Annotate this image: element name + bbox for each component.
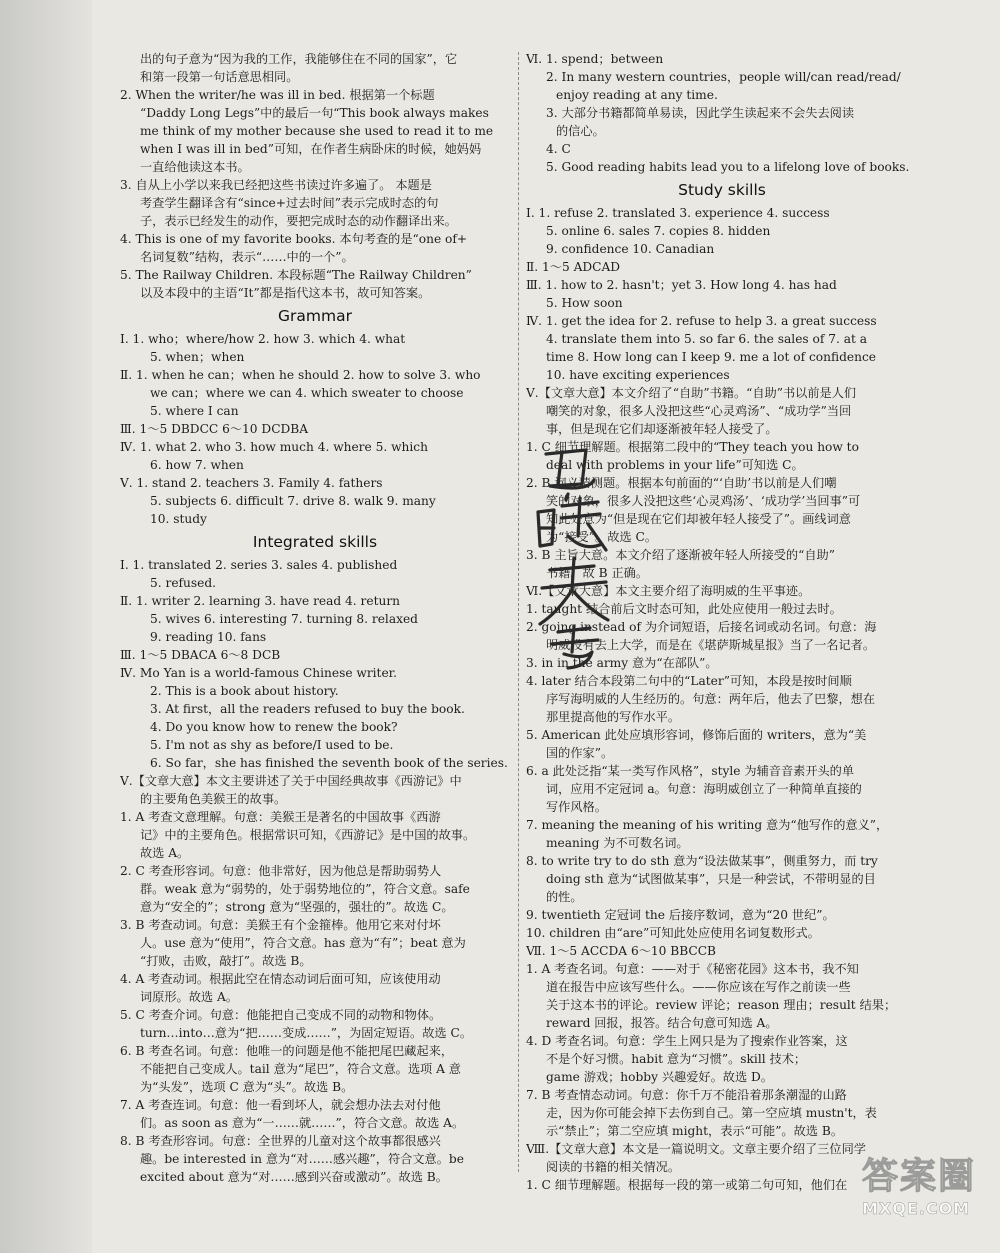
answer-line: 为“头发”，选项 C 意为“头”。故选 B。 xyxy=(140,1080,354,1094)
answer-line: 9. confidence 10. Canadian xyxy=(546,242,715,256)
answer-line: 一直给他读这本书。 xyxy=(140,160,250,174)
watermark-logo-text: 答案圈 xyxy=(862,1156,977,1197)
answer-line: 5. How soon xyxy=(546,296,623,310)
answer-line: 5. Good reading habits lead you to a lifelong love of books. xyxy=(546,160,910,174)
answer-line: 7. meaning the meaning of his writing 意为“他写作的意义”， xyxy=(526,818,889,832)
answer-line: Ⅱ. 1～5 ADCAD xyxy=(526,260,621,274)
answer-line: 不能把自己变成人。tail 意为“尾巴”，符合文意。选项 A 意 xyxy=(140,1062,461,1076)
answer-line: Ⅲ. 1～5 DBDCC 6～10 DCDBA xyxy=(120,422,309,436)
answer-line: 3. in in the army 意为“在部队”。 xyxy=(526,656,718,670)
answer-line: 的主要角色美猴王的故事。 xyxy=(140,792,287,806)
answer-line: 1. A 考查文意理解。句意：美猴王是著名的中国故事《西游 xyxy=(120,810,441,824)
answer-line: 5. American 此处应填形容词，修饰后面的 writers，意为“美 xyxy=(526,728,867,742)
answer-line: 5. refused. xyxy=(150,576,217,590)
answer-line: 1. A 考查名词。句意：——对于《秘密花园》这本书，我不知 xyxy=(526,962,859,976)
answer-line: Ⅲ. 1～5 DBACA 6～8 DCB xyxy=(120,648,281,662)
answer-line: 明威没有去上大学，而是在《堪萨斯城星报》当了一名记者。 xyxy=(546,638,876,652)
answer-line: 笑的对象，很多人没把这些‘心灵鸡汤’、‘成功学’当回事”可 xyxy=(546,494,861,508)
heading-integrated-skills: Integrated skills xyxy=(252,533,378,551)
answer-line: Ⅷ.【文章大意】本文是一篇说明文。文章主要介绍了三位同学 xyxy=(526,1142,866,1156)
answer-line: 6. B 考查名词。句意：他唯一的问题是他不能把尾巴藏起来， xyxy=(120,1044,454,1058)
answer-line: 国的作家”。 xyxy=(546,746,614,760)
answer-line: 道在报告中应该写些什么。——你应该在写作之前读一些 xyxy=(546,980,851,994)
watermark-url: MXQE.COM xyxy=(862,1199,971,1218)
answer-line: 4. This is one of my favorite books. 本句考查的是“one of+ xyxy=(120,232,468,246)
answer-line: 不是个好习惯。habit 意为“习惯”。skill 技术； xyxy=(546,1052,807,1066)
answer-line: 书籍。故 B 正确。 xyxy=(546,566,649,580)
answer-line: 3. At first，all the readers refused to buy the book. xyxy=(150,702,465,716)
answer-line: 出的句子意为“因为我的工作，我能够住在不同的国家”，它 xyxy=(140,52,458,66)
answer-line: 2. C 考查形容词。句意：他非常好，因为他总是帮助弱势人 xyxy=(120,864,442,878)
answer-line: Ⅰ. 1. who；where/how 2. how 3. which 4. what xyxy=(120,332,406,346)
left-answers-part-1 xyxy=(120,50,510,302)
answer-line: 4. later 结合本段第二句中的“Later”可知，本段是按时间顺 xyxy=(526,674,852,688)
answer-line: 6. how 7. when xyxy=(150,458,244,472)
answer-line: “Daddy Long Legs”中的最后一句“This book always makes xyxy=(140,106,489,120)
answer-line: me think of my mother because she used to read it to me xyxy=(140,124,494,138)
answer-line: 2. In many western countries，people will/can read/read/ xyxy=(546,70,901,84)
answer-line: 6. So far，she has finished the seventh book of the series. xyxy=(150,756,508,770)
answer-line: 序写海明威的人生经历的。句意：两年后，他去了巴黎，想在 xyxy=(546,692,876,706)
answer-line: 阅读的书籍的相关情况。 xyxy=(546,1160,681,1174)
answer-line: 那里提高他的写作水平。 xyxy=(546,710,681,724)
answer-line: Ⅵ.【文章大意】本文主要介绍了海明威的生平事迹。 xyxy=(526,584,811,598)
answer-line: 的信心。 xyxy=(556,124,605,138)
answer-line: Ⅲ. 1. how to 2. hasn't；yet 3. How long 4. has had xyxy=(526,278,837,292)
answer-line: Ⅳ. 1. get the idea for 2. refuse to help 3. a great success xyxy=(526,314,877,328)
answer-line: 1. C 细节理解题。根据每一段的第一或第二句可知，他们在 xyxy=(526,1178,848,1192)
answer-line: 示“禁止”；第二空应填 might，表示“可能”。故选 B。 xyxy=(546,1124,844,1138)
answer-line: Ⅱ. 1. writer 2. learning 3. have read 4. return xyxy=(120,594,401,608)
answer-line: turn…into…意为“把……变成……”，为固定短语。故选 C。 xyxy=(140,1026,473,1040)
answer-line: 子，表示已经发生的动作，要把完成时态的动作翻译出来。 xyxy=(140,214,457,228)
answer-line: 10. have exciting experiences xyxy=(546,368,730,382)
answer-line: 4. Do you know how to renew the book? xyxy=(150,720,398,734)
site-watermark xyxy=(862,1148,982,1238)
answer-line: 和第一段第一句话意思相同。 xyxy=(140,70,299,84)
answer-line: 知此处意为“但是现在它们却被年轻人接受了”。画线词意 xyxy=(546,512,851,526)
answer-line: 4. A 考查动词。根据此空在情态动词后面可知，应该使用动 xyxy=(120,972,441,986)
answer-line: deal with problems in your life”可知选 C。 xyxy=(546,458,804,472)
answer-line: 10. children 由“are”可知此处应使用名词复数形式。 xyxy=(526,926,820,940)
answer-line: “打败，击败，敲打”。故选 B。 xyxy=(140,954,312,968)
heading-grammar: Grammar xyxy=(278,307,352,325)
answer-line: 2. When the writer/he was ill in bed. 根据第一个标题 xyxy=(120,88,435,102)
answer-line: time 8. How long can I keep 9. me a lot of confidence xyxy=(546,350,877,364)
answer-line: 4. translate them into 5. so far 6. the sales of 7. at a xyxy=(546,332,868,346)
answer-line: enjoy reading at any time. xyxy=(556,88,718,102)
answer-line: when I was ill in bed”可知，在作者生病卧床的时候，她妈妈 xyxy=(140,142,482,156)
answer-line: 4. C xyxy=(546,142,571,156)
answer-line: 为“接受”。故选 C。 xyxy=(546,530,657,544)
answer-line: 意为“安全的”；strong 意为“坚强的，强壮的”。故选 C。 xyxy=(140,900,454,914)
grammar-answers xyxy=(120,330,510,528)
answer-line: 词，应用不定冠词 a。句意：海明威创立了一种简单直接的 xyxy=(546,782,862,796)
answer-line: 嘲笑的对象，很多人没把这些“心灵鸡汤”、“成功学”当回 xyxy=(546,404,852,418)
answer-line: Ⅰ. 1. translated 2. series 3. sales 4. published xyxy=(120,558,398,572)
answer-line: Ⅴ. 1. stand 2. teachers 3. Family 4. fathers xyxy=(120,476,383,490)
answer-line: Ⅳ. Mo Yan is a world-famous Chinese writer. xyxy=(120,666,398,680)
answer-line: we can；where we can 4. which sweater to choose xyxy=(150,386,464,400)
answer-line: Ⅴ.【文章大意】本文主要讲述了关于中国经典故事《西游记》中 xyxy=(120,774,462,788)
answer-line: 的性。 xyxy=(546,890,583,904)
answer-line: 8. B 考查形容词。句意：全世界的儿童对这个故事都很感兴 xyxy=(120,1134,441,1148)
integrated-skills-answers xyxy=(120,556,510,1186)
answer-line: 事，但是现在它们却逐渐被年轻人接受了。 xyxy=(546,422,778,436)
answer-line: 3. B 主旨大意。本文介绍了逐渐被年轻人所接受的“自助” xyxy=(526,548,835,562)
answer-line: 5. when；when xyxy=(150,350,245,364)
answer-line: 人。use 意为“使用”，符合文意。has 意为“有”；beat 意为 xyxy=(140,936,466,950)
answer-line: doing sth 意为“试图做某事”，只是一种尝试，不带明显的目 xyxy=(546,872,876,886)
answer-line: Ⅳ. 1. what 2. who 3. how much 4. where 5. which xyxy=(120,440,428,454)
answer-line: 5. subjects 6. difficult 7. drive 8. walk 9. many xyxy=(150,494,436,508)
answer-line: 故选 A。 xyxy=(140,846,190,860)
answer-line: Ⅱ. 1. when he can；when he should 2. how to solve 3. who xyxy=(120,368,481,382)
answer-line: 7. A 考查连词。句意：他一看到坏人，就会想办法去对付他 xyxy=(120,1098,441,1112)
answer-line: Ⅶ. 1～5 ACCDA 6～10 BBCCB xyxy=(526,944,717,958)
answer-line: 5. The Railway Children. 本段标题“The Railway Children” xyxy=(120,268,472,282)
answer-line: 2. going instead of 为介词短语，后接名词或动名词。句意：海 xyxy=(526,620,877,634)
answer-line: 们。as soon as 意为“一……就……”，符合文意。故选 A。 xyxy=(140,1116,465,1130)
answer-line: 名词复数”结构，表示“……中的一个”。 xyxy=(140,250,354,264)
answer-line: 8. to write try to do sth 意为“设法做某事”，侧重努力，而 try xyxy=(526,854,878,868)
answer-line: 5. online 6. sales 7. copies 8. hidden xyxy=(546,224,771,238)
answer-line: 5. I'm not as shy as before/I used to be. xyxy=(150,738,394,752)
answer-line: 2. This is a book about history. xyxy=(150,684,339,698)
answer-line: 5. C 考查介词。句意：他能把自己变成不同的动物和物体。 xyxy=(120,1008,442,1022)
answer-line: 2. B 词义猜测题。根据本句前面的“‘自助’书以前是人们嘲 xyxy=(526,476,837,490)
answer-line: 7. B 考查情态动词。句意：你千万不能沿着那条潮湿的山路 xyxy=(526,1088,847,1102)
answer-line: 记》中的主要角色。根据常识可知，《西游记》是中国的故事。 xyxy=(140,828,476,842)
answer-line: 3. 自从上小学以来我已经把这些书读过许多遍了。 本题是 xyxy=(120,178,432,192)
answer-line: 5. wives 6. interesting 7. turning 8. relaxed xyxy=(150,612,418,626)
answer-line: Ⅴ.【文章大意】本文介绍了“自助”书籍。“自助”书以前是人们 xyxy=(526,386,857,400)
answer-line: meaning 为不可数名词。 xyxy=(546,836,689,850)
answer-line: 5. where I can xyxy=(150,404,239,418)
study-skills-answers xyxy=(526,204,918,1194)
answer-line: excited about 意为“对……感到兴奋或激动”。故选 B。 xyxy=(140,1170,448,1184)
column-divider xyxy=(518,52,519,1172)
answer-line: 考查学生翻译含有“since+过去时间”表示完成时态的句 xyxy=(140,196,439,210)
answer-line: 词原形。故选 A。 xyxy=(140,990,238,1004)
page-binding-shadow xyxy=(0,0,92,1253)
handwritten-signature xyxy=(528,440,623,670)
answer-line: 群。weak 意为“弱势的，处于弱势地位的”，符合文意。safe xyxy=(140,882,470,896)
answer-line: 6. a 此处泛指“某一类写作风格”，style 为辅音音素开头的单 xyxy=(526,764,855,778)
answer-line: 以及本段中的主语“It”都是指代这本书，故可知答案。 xyxy=(140,286,431,300)
answer-line: 1. taught 结合前后文时态可知，此处应使用一般过去时。 xyxy=(526,602,842,616)
answer-line: 写作风格。 xyxy=(546,800,607,814)
answer-line: 趣。be interested in 意为“对……感兴趣”，符合文意。be xyxy=(140,1152,464,1166)
answer-line: 3. 大部分书籍都简单易读，因此学生读起来不会失去阅读 xyxy=(546,106,855,120)
answer-line: game 游戏；hobby 兴趣爱好。故选 D。 xyxy=(546,1070,773,1084)
answer-line: 走，因为你可能会掉下去伤到自己。第一空应填 mustn't，表 xyxy=(546,1106,877,1120)
answer-line: 10. study xyxy=(150,512,207,526)
answer-line: reward 回报，报答。结合句意可知选 A。 xyxy=(546,1016,778,1030)
answer-line: 9. reading 10. fans xyxy=(150,630,267,644)
answer-line: 4. D 考查名词。句意：学生上网只是为了搜索作业答案，这 xyxy=(526,1034,848,1048)
answer-line: 9. twentieth 定冠词 the 后接序数词，意为“20 世纪”。 xyxy=(526,908,835,922)
answer-line: 3. B 考查动词。句意：美猴王有个金箍棒。他用它来对付坏 xyxy=(120,918,441,932)
left-column xyxy=(120,50,510,1186)
answer-line: 关于这本书的评论。review 评论；reason 理由；result 结果； xyxy=(546,998,897,1012)
heading-study-skills: Study skills xyxy=(678,181,766,199)
right-answers-part-1 xyxy=(526,50,918,176)
answer-line: Ⅵ. 1. spend；between xyxy=(526,52,664,66)
answer-line: 1. C 细节理解题。根据第二段中的“They teach you how to xyxy=(526,440,859,454)
answer-line: Ⅰ. 1. refuse 2. translated 3. experience 4. success xyxy=(526,206,830,220)
